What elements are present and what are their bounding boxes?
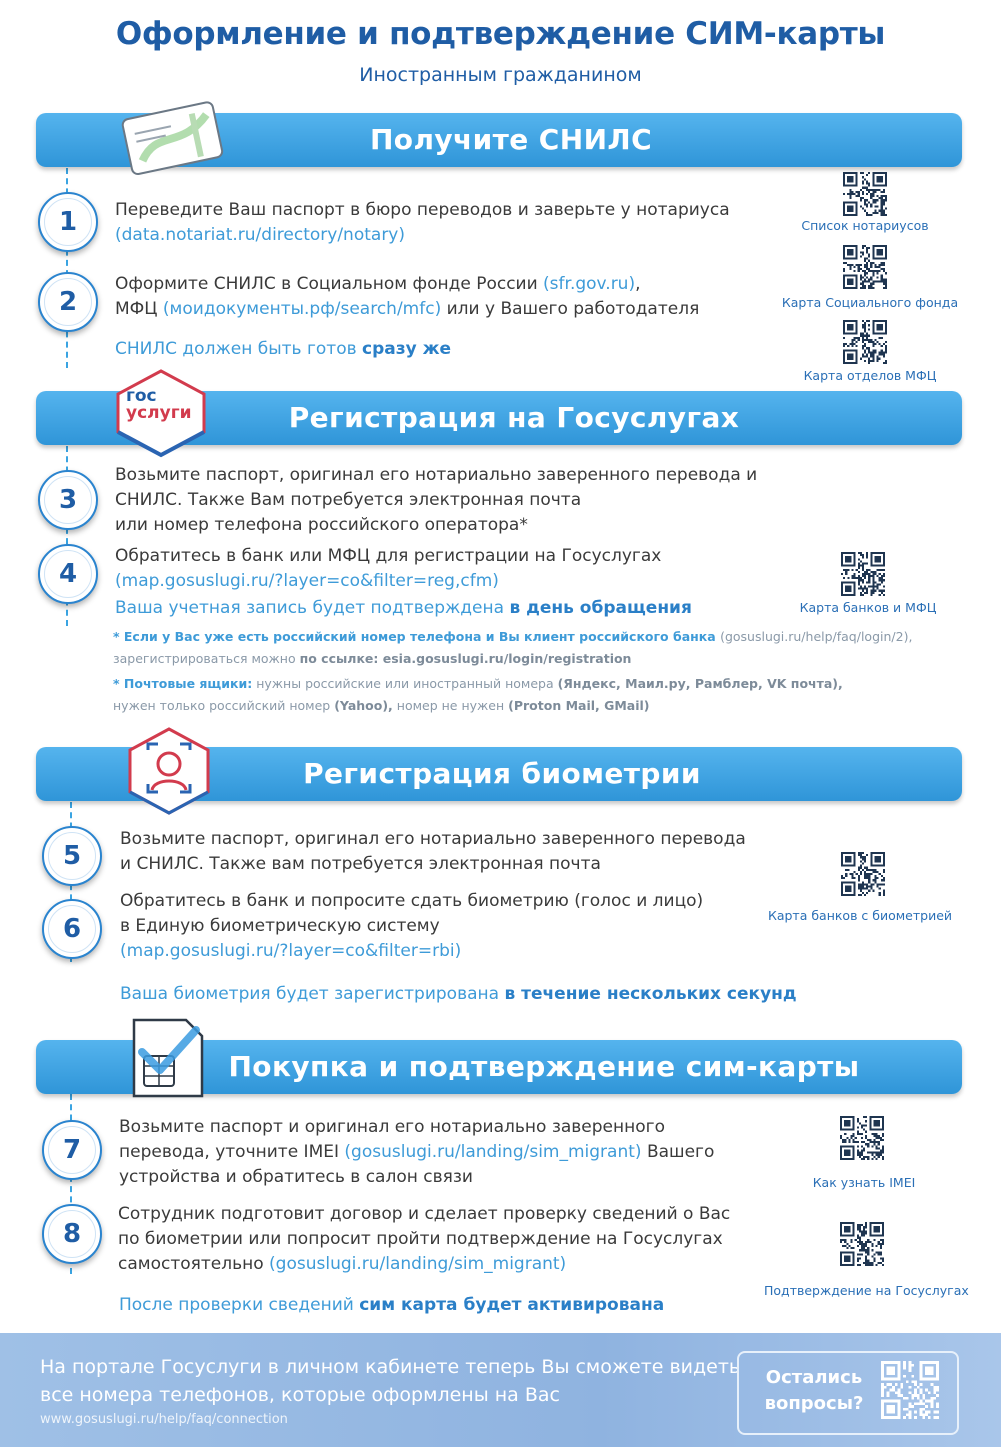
footer-line: все номера телефонов, которые оформлены на Вас [40, 1384, 560, 1406]
questions-label [759, 1365, 869, 1417]
step-number-text: 6 [62, 914, 82, 944]
step-line: перевода, уточните IMEI [119, 1142, 345, 1162]
step-number-7 [42, 1120, 102, 1180]
step-line: Обратитесь в банк и попросите сдать биометрию (голос и лицо) [120, 891, 704, 911]
step-line: устройства и обратитесь в салон связи [119, 1167, 473, 1187]
step-number-text: 2 [58, 287, 78, 317]
note-text: Ваша учетная запись будет подтверждена [115, 598, 510, 618]
section-title: Покупка и подтверждение сим-карты [228, 1050, 860, 1083]
step-4-text [115, 544, 661, 594]
footnote-text: * Почтовые ящики: [113, 676, 253, 691]
step-number-text: 7 [62, 1135, 82, 1165]
footnote-text: (Яндекс, Маил.ру, Рамблер, VK почта), [557, 676, 843, 691]
step-line: , [635, 274, 641, 294]
section-title: Регистрация на Госуслугах [288, 401, 740, 434]
sim-migrant-link[interactable]: (gosuslugi.ru/landing/sim_migrant) [269, 1254, 567, 1274]
qr-caption: Карта отделов МФЦ [803, 368, 937, 383]
qr-code-icon[interactable] [843, 245, 887, 289]
step-line: Возьмите паспорт, оригинал его нотариально заверенного перевода [120, 829, 746, 849]
sim-card-check-icon [128, 1016, 208, 1100]
snils-card-icon [118, 96, 228, 176]
note-text: После проверки сведений [119, 1295, 360, 1315]
reg-map-link[interactable]: (map.gosuslugi.ru/?layer=co&filter=reg,cfm) [115, 571, 499, 591]
biometry-map-link[interactable]: (map.gosuslugi.ru/?layer=co&filter=rbi) [120, 941, 462, 961]
footer-line: На портале Госуслуги в личном кабинете теперь Вы сможете видеть [40, 1356, 741, 1378]
qr-caption: Карта банков с биометрией [767, 908, 953, 923]
sim-note [119, 1295, 664, 1315]
questions-line: Остались [765, 1367, 863, 1388]
note-text: Ваша биометрия будет зарегистрирована [120, 984, 505, 1004]
qr-caption: Карта банков и МФЦ [799, 600, 937, 615]
step-line: Вашего [641, 1142, 715, 1162]
account-note [115, 598, 692, 618]
footnote-text: * Если у Вас уже есть российский номер телефона и Вы клиент российского банка [113, 629, 721, 644]
step-number-6 [42, 899, 102, 959]
step-line: по биометрии или попросит пройти подтверждение на Госуслугах [118, 1229, 723, 1249]
step-3-text [115, 463, 757, 538]
step-7-text [119, 1115, 714, 1190]
qr-code-icon[interactable] [881, 1361, 939, 1419]
imei-link[interactable]: (gosuslugi.ru/landing/sim_migrant) [344, 1142, 642, 1162]
logo-text: гос [126, 386, 157, 406]
step-line: Возьмите паспорт, оригинал его нотариально заверенного перевода и [115, 465, 758, 485]
step-line: и СНИЛС. Также вам потребуется электронная почта [120, 854, 601, 874]
qr-caption: Подтверждение на Госуслугах [764, 1283, 969, 1298]
questions-line: вопросы? [764, 1393, 864, 1414]
gosuslugi-logo [112, 368, 210, 458]
step-line: самостоятельно [118, 1254, 270, 1274]
step-line: СНИЛС. Также Вам потребуется электронная почта [115, 490, 582, 510]
footer-link[interactable]: www.gosuslugi.ru/help/faq/connection [40, 1412, 288, 1427]
step-number-8 [42, 1204, 102, 1264]
section-title: Регистрация биометрии [303, 757, 701, 790]
step-line: в Единую биометрическую систему [120, 916, 440, 936]
step-number-text: 8 [62, 1219, 82, 1249]
step-number-3 [38, 470, 98, 530]
questions-box[interactable] [737, 1351, 959, 1435]
step-8-text [118, 1202, 730, 1277]
step-line: Обратитесь в банк или МФЦ для регистрации на Госуслугах [115, 546, 662, 566]
step-number-text: 3 [58, 485, 78, 515]
footnote-text: (Proton Mail, GMail) [508, 698, 650, 713]
footnote-link[interactable]: по ссылке: esia.gosuslugi.ru/login/registration [299, 651, 632, 666]
step-line: Сотрудник подготовит договор и сделает проверку сведений о Вас [118, 1204, 731, 1224]
qr-caption: Карта Социального фонда [781, 295, 959, 310]
step-line: Возьмите паспорт и оригинал его нотариально заверенного [119, 1117, 665, 1137]
footnote-text: зарегистрироваться можно [113, 651, 300, 666]
step-number-4 [38, 544, 98, 604]
qr-code-icon[interactable] [840, 1222, 884, 1266]
mfc-link[interactable]: (моидокументы.рф/search/mfc) [162, 299, 442, 319]
face-scan-icon [124, 726, 214, 816]
step-number-2 [38, 272, 98, 332]
step-number-text: 1 [58, 207, 78, 237]
step-line: или у Вашего работодателя [441, 299, 700, 319]
footnote-mail [113, 673, 843, 717]
step-line: Оформите СНИЛС в Социальном фонде России [115, 274, 544, 294]
footer-text [40, 1353, 740, 1409]
step-number-5 [42, 826, 102, 886]
qr-code-icon[interactable] [841, 552, 885, 596]
step-2-text [115, 272, 699, 322]
qr-code-icon[interactable] [841, 852, 885, 896]
page-subtitle: Иностранным гражданином [359, 64, 642, 86]
qr-code-icon[interactable] [840, 1116, 884, 1160]
qr-code-icon[interactable] [843, 320, 887, 364]
footnote-link[interactable]: (gosuslugi.ru/help/faq/login/2), [720, 629, 913, 644]
note-emphasis: сразу же [362, 339, 452, 359]
snils-note [115, 339, 451, 359]
step-line: МФЦ [115, 299, 163, 319]
footnote-text: нужен только российский номер [113, 698, 335, 713]
footnote-text: (Yahoo), [334, 698, 393, 713]
qr-caption: Список нотариусов [801, 218, 929, 233]
section-title: Получите СНИЛС [369, 123, 653, 156]
step-line: Переведите Ваш паспорт в бюро переводов и заверьте у нотариуса [115, 200, 730, 220]
step-number-text: 5 [62, 841, 82, 871]
note-text: СНИЛС должен быть готов [115, 339, 363, 359]
qr-caption: Как узнать IMEI [812, 1175, 916, 1190]
page-title: Оформление и подтверждение СИМ-карты [115, 16, 886, 52]
step-5-text [120, 827, 746, 877]
step-6-text [120, 889, 703, 964]
step-line: или номер телефона российского оператора* [115, 515, 528, 535]
note-emphasis: сим карта будет активирована [359, 1295, 665, 1315]
step-number-text: 4 [58, 559, 78, 589]
footnote-text: номер не нужен [392, 698, 509, 713]
biometry-note [120, 984, 797, 1004]
qr-code-icon[interactable] [843, 172, 887, 216]
note-emphasis: в течение нескольких секунд [504, 984, 797, 1004]
footnote-phone [113, 626, 912, 670]
step-1-text [115, 198, 730, 248]
footnote-text: нужны российские или иностранный номера [252, 676, 558, 691]
step-number-1 [38, 192, 98, 252]
note-emphasis: в день обращения [509, 598, 692, 618]
notary-link[interactable]: (data.notariat.ru/directory/notary) [115, 225, 405, 245]
sfr-link[interactable]: (sfr.gov.ru) [543, 274, 636, 294]
logo-text: услуги [126, 403, 192, 423]
